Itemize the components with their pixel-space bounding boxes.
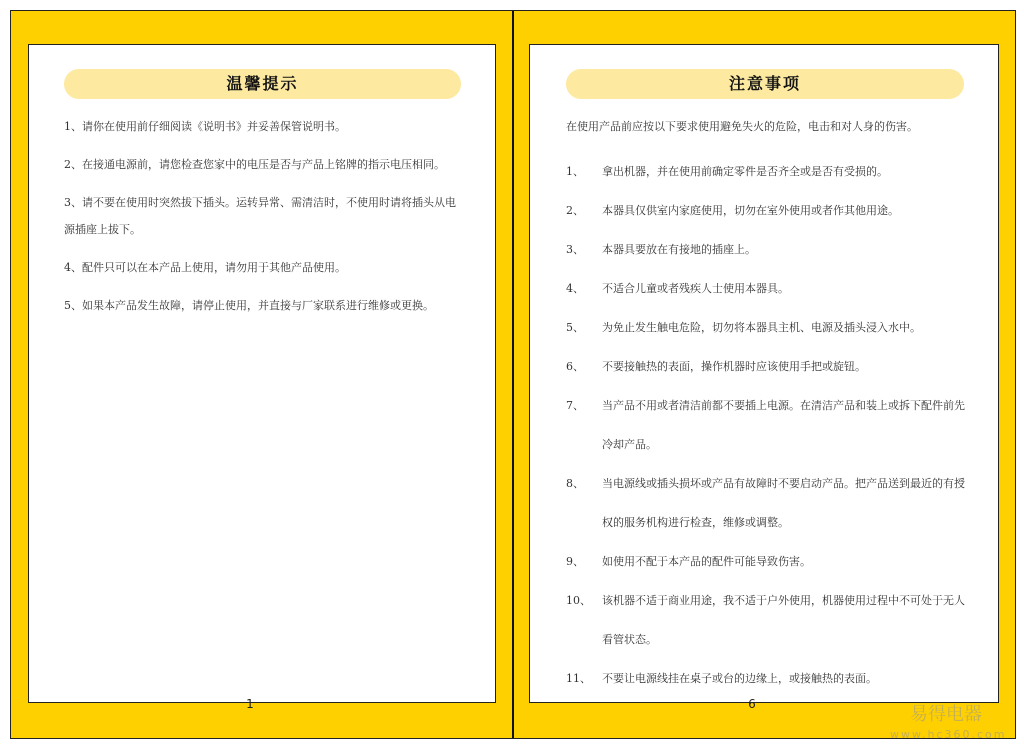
precaution-item-9 [566, 542, 968, 581]
item-text: 本器具仅供室内家庭使用，切勿在室外使用或者作其他用途。 [602, 204, 899, 217]
item-number: 9、 [566, 555, 584, 568]
left-page-title: 温馨提示 [64, 69, 461, 99]
tip-item-5: 5、如果本产品发生故障，请停止使用，并直接与厂家联系进行维修或更换。 [64, 299, 434, 312]
precaution-item-5 [566, 308, 968, 347]
precaution-item-3 [566, 230, 968, 269]
tip-item-2: 2、在接通电源前，请您检查您家中的电压是否与产品上铭牌的指示电压相同。 [64, 158, 445, 171]
item-number: 1、 [566, 165, 584, 178]
precaution-item-8 [566, 464, 968, 542]
page-gutter [512, 11, 514, 738]
item-number: 5、 [566, 321, 584, 334]
left-page-number: 1 [246, 697, 254, 711]
item-text: 当电源线或插头损坏或产品有故障时不要启动产品。把产品送到最近的有授权的服务机构进行检查，维修或调整。 [602, 477, 965, 529]
watermark-url: www.hc360.com [890, 728, 1007, 741]
document-spread [10, 10, 1016, 739]
item-text: 本器具要放在有接地的插座上。 [602, 243, 756, 256]
precaution-item-11 [566, 659, 968, 698]
tip-item-3: 3、请不要在使用时突然拔下插头。运转异常、需清洁时，不使用时请将插头从电源插座上拔下。 [64, 196, 456, 236]
watermark-brand: 易得电器 [910, 704, 982, 725]
item-number: 2、 [566, 204, 584, 217]
item-number: 4、 [566, 282, 584, 295]
tips-list [64, 113, 465, 330]
tip-item-4: 4、配件只可以在本产品上使用，请勿用于其他产品使用。 [64, 261, 346, 274]
item-text: 该机器不适于商业用途，我不适于户外使用，机器使用过程中不可处于无人看管状态。 [602, 594, 965, 646]
item-text: 为免止发生触电危险，切勿将本器具主机、电源及插头浸入水中。 [602, 321, 921, 334]
precaution-item-4 [566, 269, 968, 308]
item-text: 如使用不配于本产品的配件可能导致伤害。 [602, 555, 811, 568]
item-text: 拿出机器，并在使用前确定零件是否齐全或是否有受损的。 [602, 165, 888, 178]
item-text: 不要让电源线挂在桌子或台的边缘上，或接触热的表面。 [602, 672, 877, 685]
precaution-item-1 [566, 152, 968, 191]
item-text: 不要接触热的表面，操作机器时应该使用手把或旋钮。 [602, 360, 866, 373]
tip-item-1: 1、请你在使用前仔细阅读《说明书》并妥善保管说明书。 [64, 120, 346, 133]
right-page-title: 注意事项 [566, 69, 964, 99]
item-text: 当产品不用或者清洁前都不要插上电源。在清洁产品和装上或拆下配件前先冷却产品。 [602, 399, 965, 451]
item-number: 6、 [566, 360, 584, 373]
item-number: 10、 [566, 594, 591, 607]
precaution-item-2 [566, 191, 968, 230]
precaution-item-6 [566, 347, 968, 386]
item-number: 7、 [566, 399, 584, 412]
left-page [28, 44, 496, 703]
item-number: 3、 [566, 243, 584, 256]
item-text: 不适合儿童或者残疾人士使用本器具。 [602, 282, 789, 295]
item-number: 8、 [566, 477, 584, 490]
precautions-list [566, 113, 968, 698]
precautions-intro: 在使用产品前应按以下要求使用避免失火的危险，电击和对人身的伤害。 [566, 120, 918, 133]
right-page-number: 6 [748, 697, 756, 711]
precaution-item-7 [566, 386, 968, 464]
precaution-item-10 [566, 581, 968, 659]
right-page [529, 44, 999, 703]
item-number: 11、 [566, 672, 591, 685]
